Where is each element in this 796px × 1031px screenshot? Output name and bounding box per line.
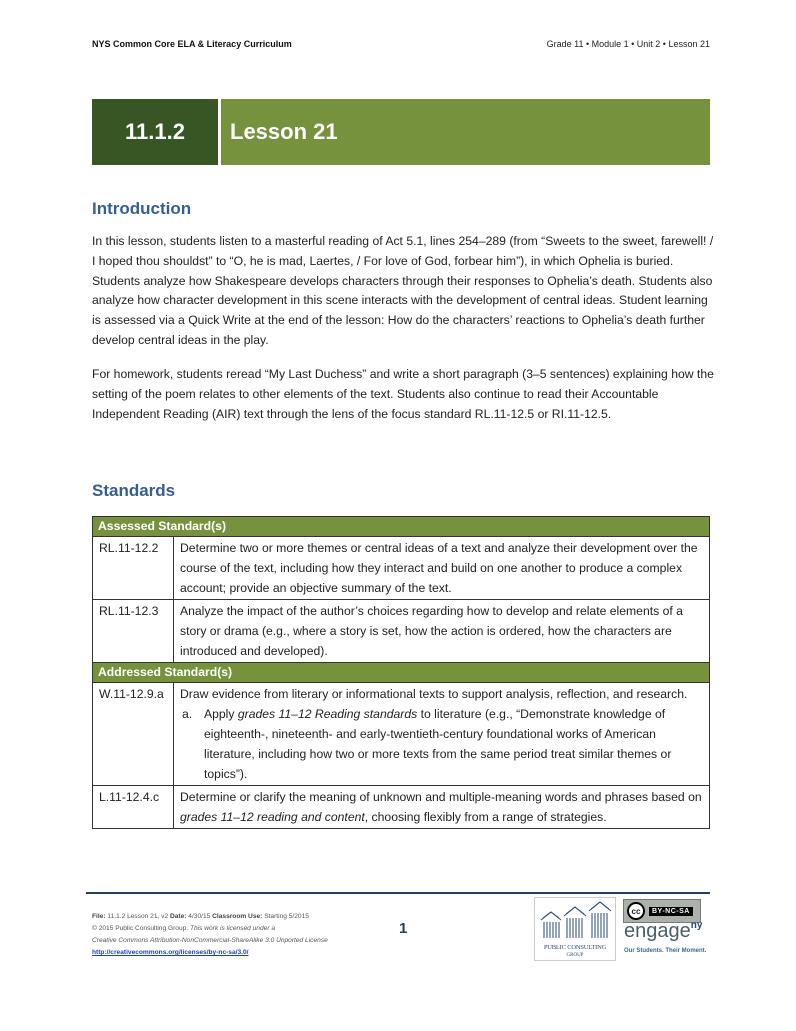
lesson-title-bar <box>92 99 710 165</box>
cc-terms: BY-NC-SA <box>649 907 693 916</box>
pcg-group-label: GROUP <box>566 953 584 958</box>
page-header <box>92 37 710 51</box>
assessed-standards-header <box>93 517 710 537</box>
pillars-icon <box>535 898 615 944</box>
table-row <box>93 683 710 786</box>
engageny-tagline: Our Students. Their Moment. <box>624 948 707 954</box>
public-consulting-group-logo <box>534 897 616 961</box>
copyright-line: © 2015 Public Consulting Group. This work is licensed under a <box>92 925 275 932</box>
standards-table <box>92 516 710 829</box>
standard-description: Analyze the impact of the author’s choices regarding how to develop and relate elements of a story or drama (e.g., where a story is set, how the action is ordered, how the characters are introduced and developed). <box>174 600 710 663</box>
standard-description: Determine two or more themes or central ideas of a text and analyze their development over the course of the text, including how they interact and build on one another to produce a complex account; provide an objective summary of the text. <box>174 537 710 600</box>
standard-code: RL.11-12.2 <box>93 537 174 600</box>
assessed-standards-label: Assessed Standard(s) <box>93 517 710 537</box>
standard-description: Draw evidence from literary or informational texts to support analysis, reflection, and research. <box>180 687 688 701</box>
lesson-title: Lesson 21 <box>221 99 710 165</box>
introduction-paragraph-2: For homework, students reread “My Last Duchess” and write a short paragraph (3–5 sentences) explaining how the setting of the poem relates to other elements of the text. Students also continue to read their Accountable Independent Reading (AIR) text through the lens of the focus standard RL.11-12.5 or RI.11-12.5. <box>92 367 714 421</box>
sub-item-text: Apply grades 11–12 Reading standards to literature (e.g., “Demonstrate knowledge of eighteenth-, nineteenth- and early-twentieth-century foundational works of American literature, including how two or more texts from the same period treat similar themes or topics”). <box>204 707 672 781</box>
license-link[interactable]: http://creativecommons.org/licenses/by-nc-sa/3.0/ <box>92 949 249 956</box>
page-number: 1 <box>399 920 408 937</box>
addressed-standards-label: Addressed Standard(s) <box>93 663 710 683</box>
sub-item-marker: a. <box>182 707 193 721</box>
lesson-breadcrumb: Grade 11 • Module 1 • Unit 2 • Lesson 21 <box>546 39 710 49</box>
standard-code: RL.11-12.3 <box>93 600 174 663</box>
standard-code: W.11-12.9.a <box>93 683 174 786</box>
curriculum-name: NYS Common Core ELA & Literacy Curriculum <box>92 39 292 49</box>
cc-icon: cc <box>627 902 645 920</box>
introduction-heading: Introduction <box>92 199 192 218</box>
file-info: File: 11.1.2 Lesson 21, v2 Date: 4/30/15 Classroom Use: Starting 5/2015 <box>92 913 309 920</box>
table-row <box>93 537 710 600</box>
footer-divider <box>86 892 710 894</box>
introduction-paragraph-1: In this lesson, students listen to a masterful reading of Act 5.1, lines 254–289 (from “Sweets to the sweet, farewell! / I hoped thou shouldst” to “O, he is mad, Laertes, / For love of God, forbear him”), in which Ophelia is buried. Students analyze how Shakespeare develops characters through their responses to Ophelia’s death. Students also analyze how character development in this scene interacts with the development of central ideas. Student learning is assessed via a Quick Write at the end of the lesson: How do the characters’ reactions to Ophelia’s death further develop central ideas in the play. <box>92 234 714 347</box>
standard-sub-item <box>182 704 703 784</box>
standard-code: L.11-12.4.c <box>93 786 174 829</box>
standard-description-cell <box>174 683 710 786</box>
footer-info <box>92 911 328 959</box>
engageny-logo: engage$^{ny}$ <box>624 920 703 942</box>
addressed-standards-header <box>93 663 710 683</box>
lesson-number: 11.1.2 <box>92 99 218 165</box>
table-row <box>93 600 710 663</box>
license-name: Creative Commons Attribution-NonCommercial-ShareAlike 3.0 Unported License <box>92 937 328 944</box>
standard-description: Determine or clarify the meaning of unknown and multiple-meaning words and phrases based on grades 11–12 reading and content, choosing flexibly from a range of strategies. <box>174 786 710 829</box>
standards-heading: Standards <box>92 481 176 500</box>
pcg-label: PUBLIC CONSULTING <box>543 944 607 951</box>
table-row <box>93 786 710 829</box>
